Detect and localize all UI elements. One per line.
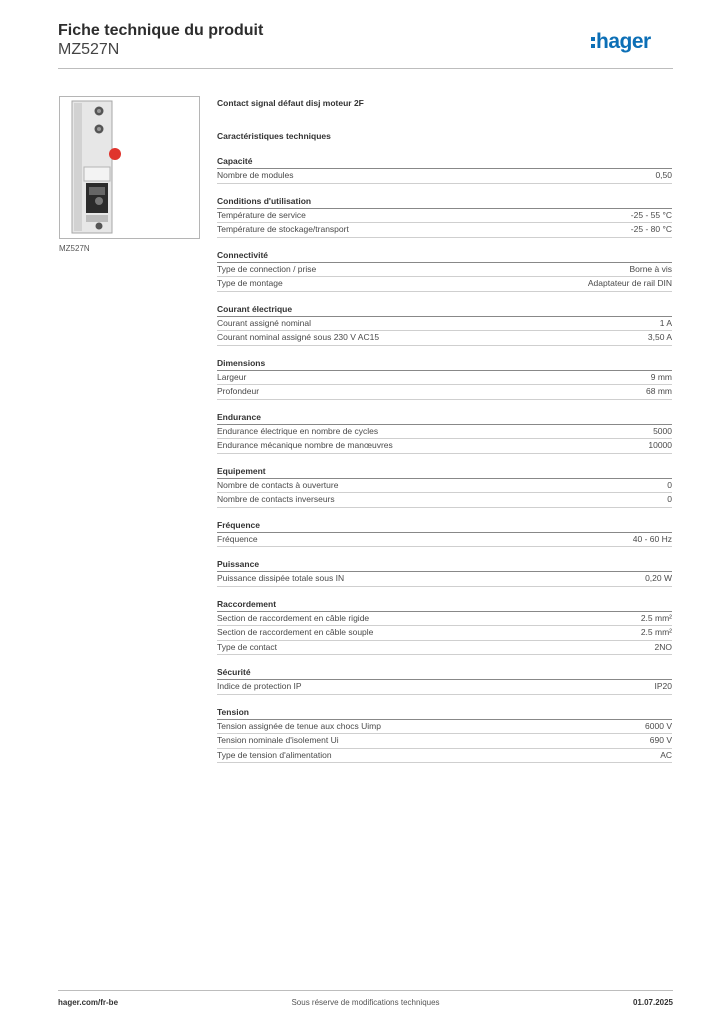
spec-row	[217, 626, 672, 641]
spec-section	[217, 250, 672, 292]
section-title: Dimensions	[217, 358, 672, 371]
spec-label: Nombre de contacts à ouverture	[217, 479, 339, 490]
spec-label: Nombre de contacts inverseurs	[217, 494, 335, 504]
spec-label: Section de raccordement en câble souple	[217, 627, 374, 637]
spec-row	[217, 209, 672, 224]
spec-value: Borne à vis	[629, 263, 672, 274]
spec-label: Type de montage	[217, 278, 283, 288]
spec-value: 0	[667, 494, 672, 504]
spec-label: Indice de protection IP	[217, 681, 302, 691]
spec-value: 5000	[653, 425, 672, 436]
spec-value: 1 A	[659, 317, 672, 328]
spec-label: Profondeur	[217, 386, 260, 396]
footer-date: 01.07.2025	[632, 998, 673, 1007]
section-title: Sécurité	[217, 667, 672, 680]
header-divider	[58, 68, 673, 69]
section-title: Fréquence	[217, 520, 672, 533]
spec-label: Température de stockage/transport	[217, 224, 349, 234]
section-title: Courant électrique	[217, 304, 672, 317]
spec-row	[217, 572, 672, 587]
spec-row	[217, 439, 672, 454]
spec-value: 68 mm	[646, 386, 672, 396]
spec-row	[217, 479, 672, 494]
product-description: Contact signal défaut disj moteur 2F	[217, 98, 364, 108]
spec-label: Largeur	[217, 371, 247, 382]
spec-label: Tension assignée de tenue aux chocs Uimp	[217, 720, 381, 731]
spec-row	[217, 680, 672, 695]
spec-section	[217, 559, 672, 587]
spec-sections	[217, 156, 672, 763]
spec-label: Courant nominal assigné sous 230 V AC15	[217, 332, 380, 342]
spec-section	[217, 667, 672, 695]
spec-value: 10000	[648, 440, 672, 450]
spec-label: Puissance dissipée totale sous IN	[217, 573, 345, 583]
spec-value: 0	[667, 479, 672, 490]
spec-label: Tension nominale d'isolement Ui	[217, 735, 339, 745]
spec-label: Type de connection / prise	[217, 263, 317, 274]
spec-value: 690 V	[649, 735, 672, 745]
spec-label: Nombre de modules	[217, 170, 294, 180]
spec-label: Endurance mécanique nombre de manœuvres	[217, 440, 393, 450]
spec-row	[217, 749, 672, 764]
spec-section	[217, 358, 672, 400]
spec-row	[217, 371, 672, 386]
document-header	[58, 22, 673, 59]
spec-row	[217, 223, 672, 238]
spec-row	[217, 277, 672, 292]
spec-label: Courant assigné nominal	[217, 317, 312, 328]
spec-label: Section de raccordement en câble rigide	[217, 612, 370, 623]
spec-row	[217, 385, 672, 400]
image-caption: MZ527N	[59, 244, 90, 253]
spec-section	[217, 412, 672, 454]
page-title: Fiche technique du produit	[58, 22, 264, 39]
spec-section	[217, 196, 672, 238]
spec-row	[217, 169, 672, 184]
spec-row	[217, 425, 672, 440]
product-reference: MZ527N	[58, 41, 120, 58]
spec-label: Fréquence	[217, 533, 258, 544]
section-title: Equipement	[217, 466, 672, 479]
spec-row	[217, 734, 672, 749]
spec-value: 40 - 60 Hz	[632, 533, 672, 544]
specifications	[217, 97, 672, 763]
svg-text:hager: hager	[596, 30, 651, 53]
spec-section	[217, 304, 672, 346]
spec-label: Endurance électrique en nombre de cycles	[217, 425, 379, 436]
spec-value: IP20	[654, 681, 672, 691]
spec-row	[217, 720, 672, 735]
section-title: Conditions d'utilisation	[217, 196, 672, 209]
spec-row	[217, 317, 672, 332]
hager-logo	[591, 28, 673, 54]
spec-row	[217, 612, 672, 627]
spec-row	[217, 263, 672, 278]
spec-value: 3,50 A	[647, 332, 672, 342]
spec-section	[217, 156, 672, 184]
footer-disclaimer: Sous réserve de modifications techniques	[291, 998, 440, 1007]
spec-value: -25 - 80 °C	[630, 224, 672, 234]
spec-label: Type de contact	[217, 641, 278, 652]
spec-section	[217, 707, 672, 764]
footer-divider	[58, 990, 673, 991]
spec-row	[217, 493, 672, 508]
spec-row	[217, 533, 672, 548]
spec-value: 2.5 mm²	[640, 612, 672, 623]
section-title: Endurance	[217, 412, 672, 425]
section-title: Connectivité	[217, 250, 672, 263]
section-title: Raccordement	[217, 599, 672, 612]
spec-value: 9 mm	[650, 371, 672, 382]
spec-value: 0,50	[655, 170, 672, 180]
spec-value: -25 - 55 °C	[630, 209, 672, 220]
spec-label: Température de service	[217, 209, 306, 220]
spec-section	[217, 466, 672, 508]
spec-section	[217, 520, 672, 548]
spec-value: 2.5 mm²	[640, 627, 672, 637]
spec-label: Type de tension d'alimentation	[217, 749, 332, 760]
spec-value: 2NO	[654, 641, 672, 652]
product-image	[59, 96, 200, 239]
spec-row	[217, 331, 672, 346]
spec-value: 6000 V	[645, 720, 672, 731]
characteristics-heading: Caractéristiques techniques	[217, 131, 331, 141]
spec-section	[217, 599, 672, 656]
section-title: Capacité	[217, 156, 672, 169]
footer-website: hager.com/fr-be	[58, 998, 119, 1007]
spec-row	[217, 641, 672, 656]
section-title: Tension	[217, 707, 672, 720]
spec-value: 0,20 W	[645, 573, 672, 583]
spec-value: Adaptateur de rail DIN	[587, 278, 672, 288]
section-title: Puissance	[217, 559, 672, 572]
spec-value: AC	[660, 749, 672, 760]
